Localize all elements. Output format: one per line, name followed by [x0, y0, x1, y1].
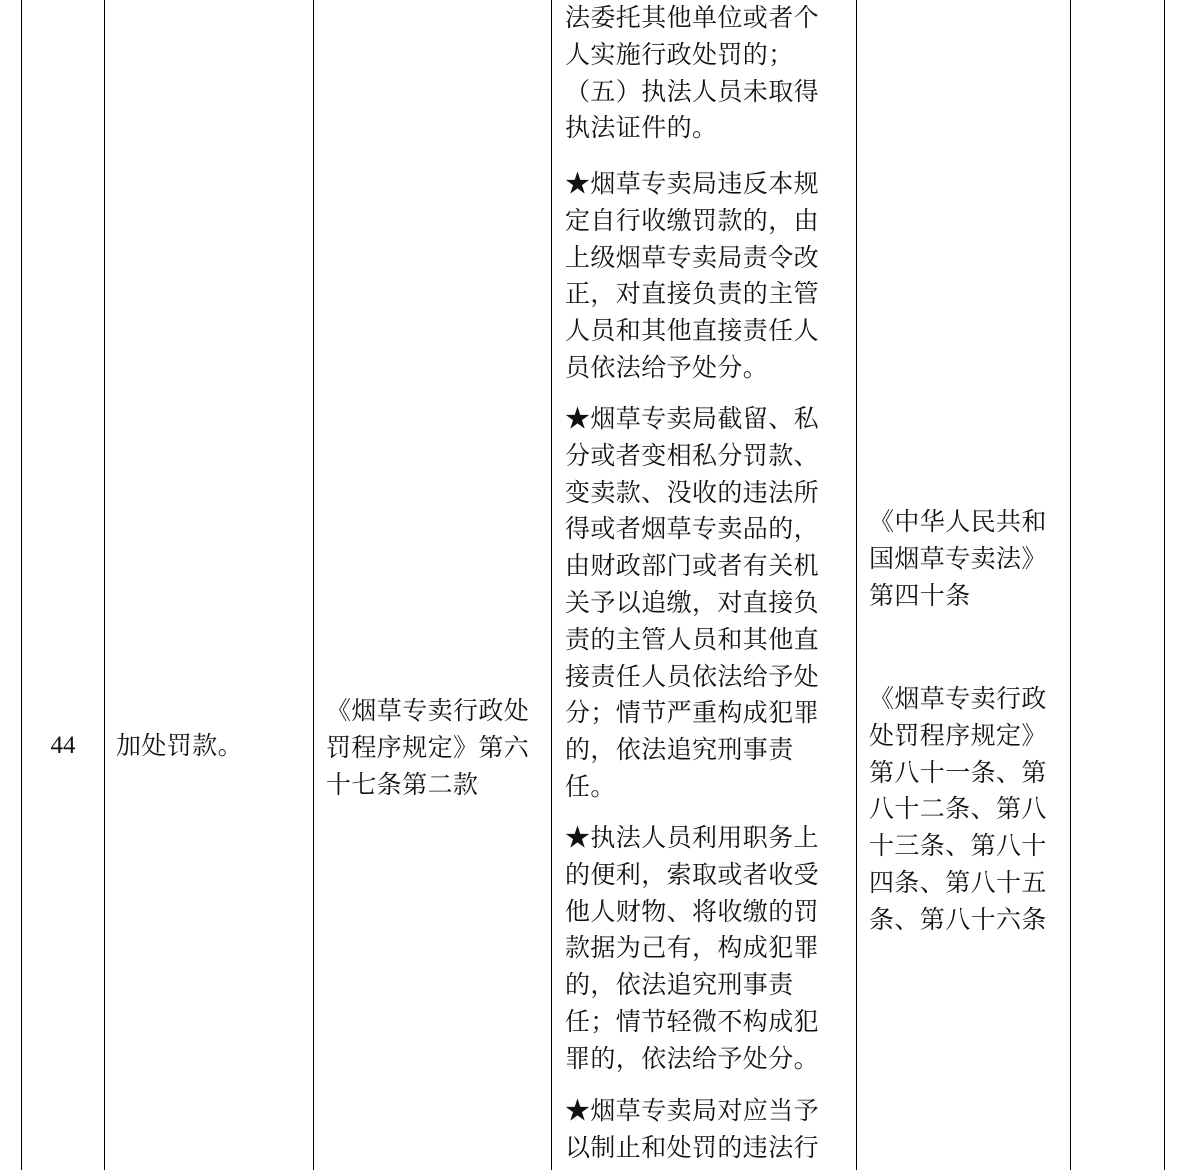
- table-border-left: [21, 0, 22, 1170]
- duty-paragraph: ★烟草专卖局截留、私 分或者变相私分罚款、 变卖款、没收的违法所 得或者烟草专卖品的， 由财政部门或者有关机 关予以追缴，对直接负 责的主管人员和其他直 接责任人员依法给予处 分；情节严重构成犯罪 的，依法追究刑事责 任。: [565, 404, 820, 801]
- row-item: 加处罚款。: [116, 731, 244, 760]
- table-border-col-1: [104, 0, 105, 1170]
- duty-paragraph: ★烟草专卖局对应当予 以制止和处罚的违法行: [565, 1096, 820, 1162]
- row-number: 44: [50, 732, 76, 759]
- table-border-col-5: [1070, 0, 1071, 1170]
- legal-basis-paragraph: 《中华人民共和 国烟草专卖法》 第四十条: [869, 507, 1047, 610]
- legal-basis-paragraph: 《烟草专卖行政 处罚程序规定》 第八十一条、第 八十二条、第八 十三条、第八十 四条、第八十五 条、第八十六条: [869, 684, 1047, 934]
- duty-paragraph: ★烟草专卖局违反本规 定自行收缴罚款的，由 上级烟草专卖局责令改 正，对直接负责的主管 人员和其他直接责任人 员依法给予处分。: [565, 169, 820, 382]
- table-border-right: [1164, 0, 1165, 1170]
- duty-paragraph: 法委托其他单位或者个 人实施行政处罚的； （五）执法人员未取得 执法证件的。: [565, 3, 820, 143]
- row-basis: 《烟草专卖行政处 罚程序规定》第六 十七条第二款: [326, 696, 530, 799]
- table-border-col-2: [313, 0, 314, 1170]
- table-border-col-4: [856, 0, 857, 1170]
- duty-paragraph: ★执法人员利用职务上 的便利，索取或者收受 他人财物、将收缴的罚 款据为己有，构成犯罪 的，依法追究刑事责 任；情节轻微不构成犯 罪的，依法给予处分。: [565, 823, 820, 1073]
- table-border-col-3: [551, 0, 552, 1170]
